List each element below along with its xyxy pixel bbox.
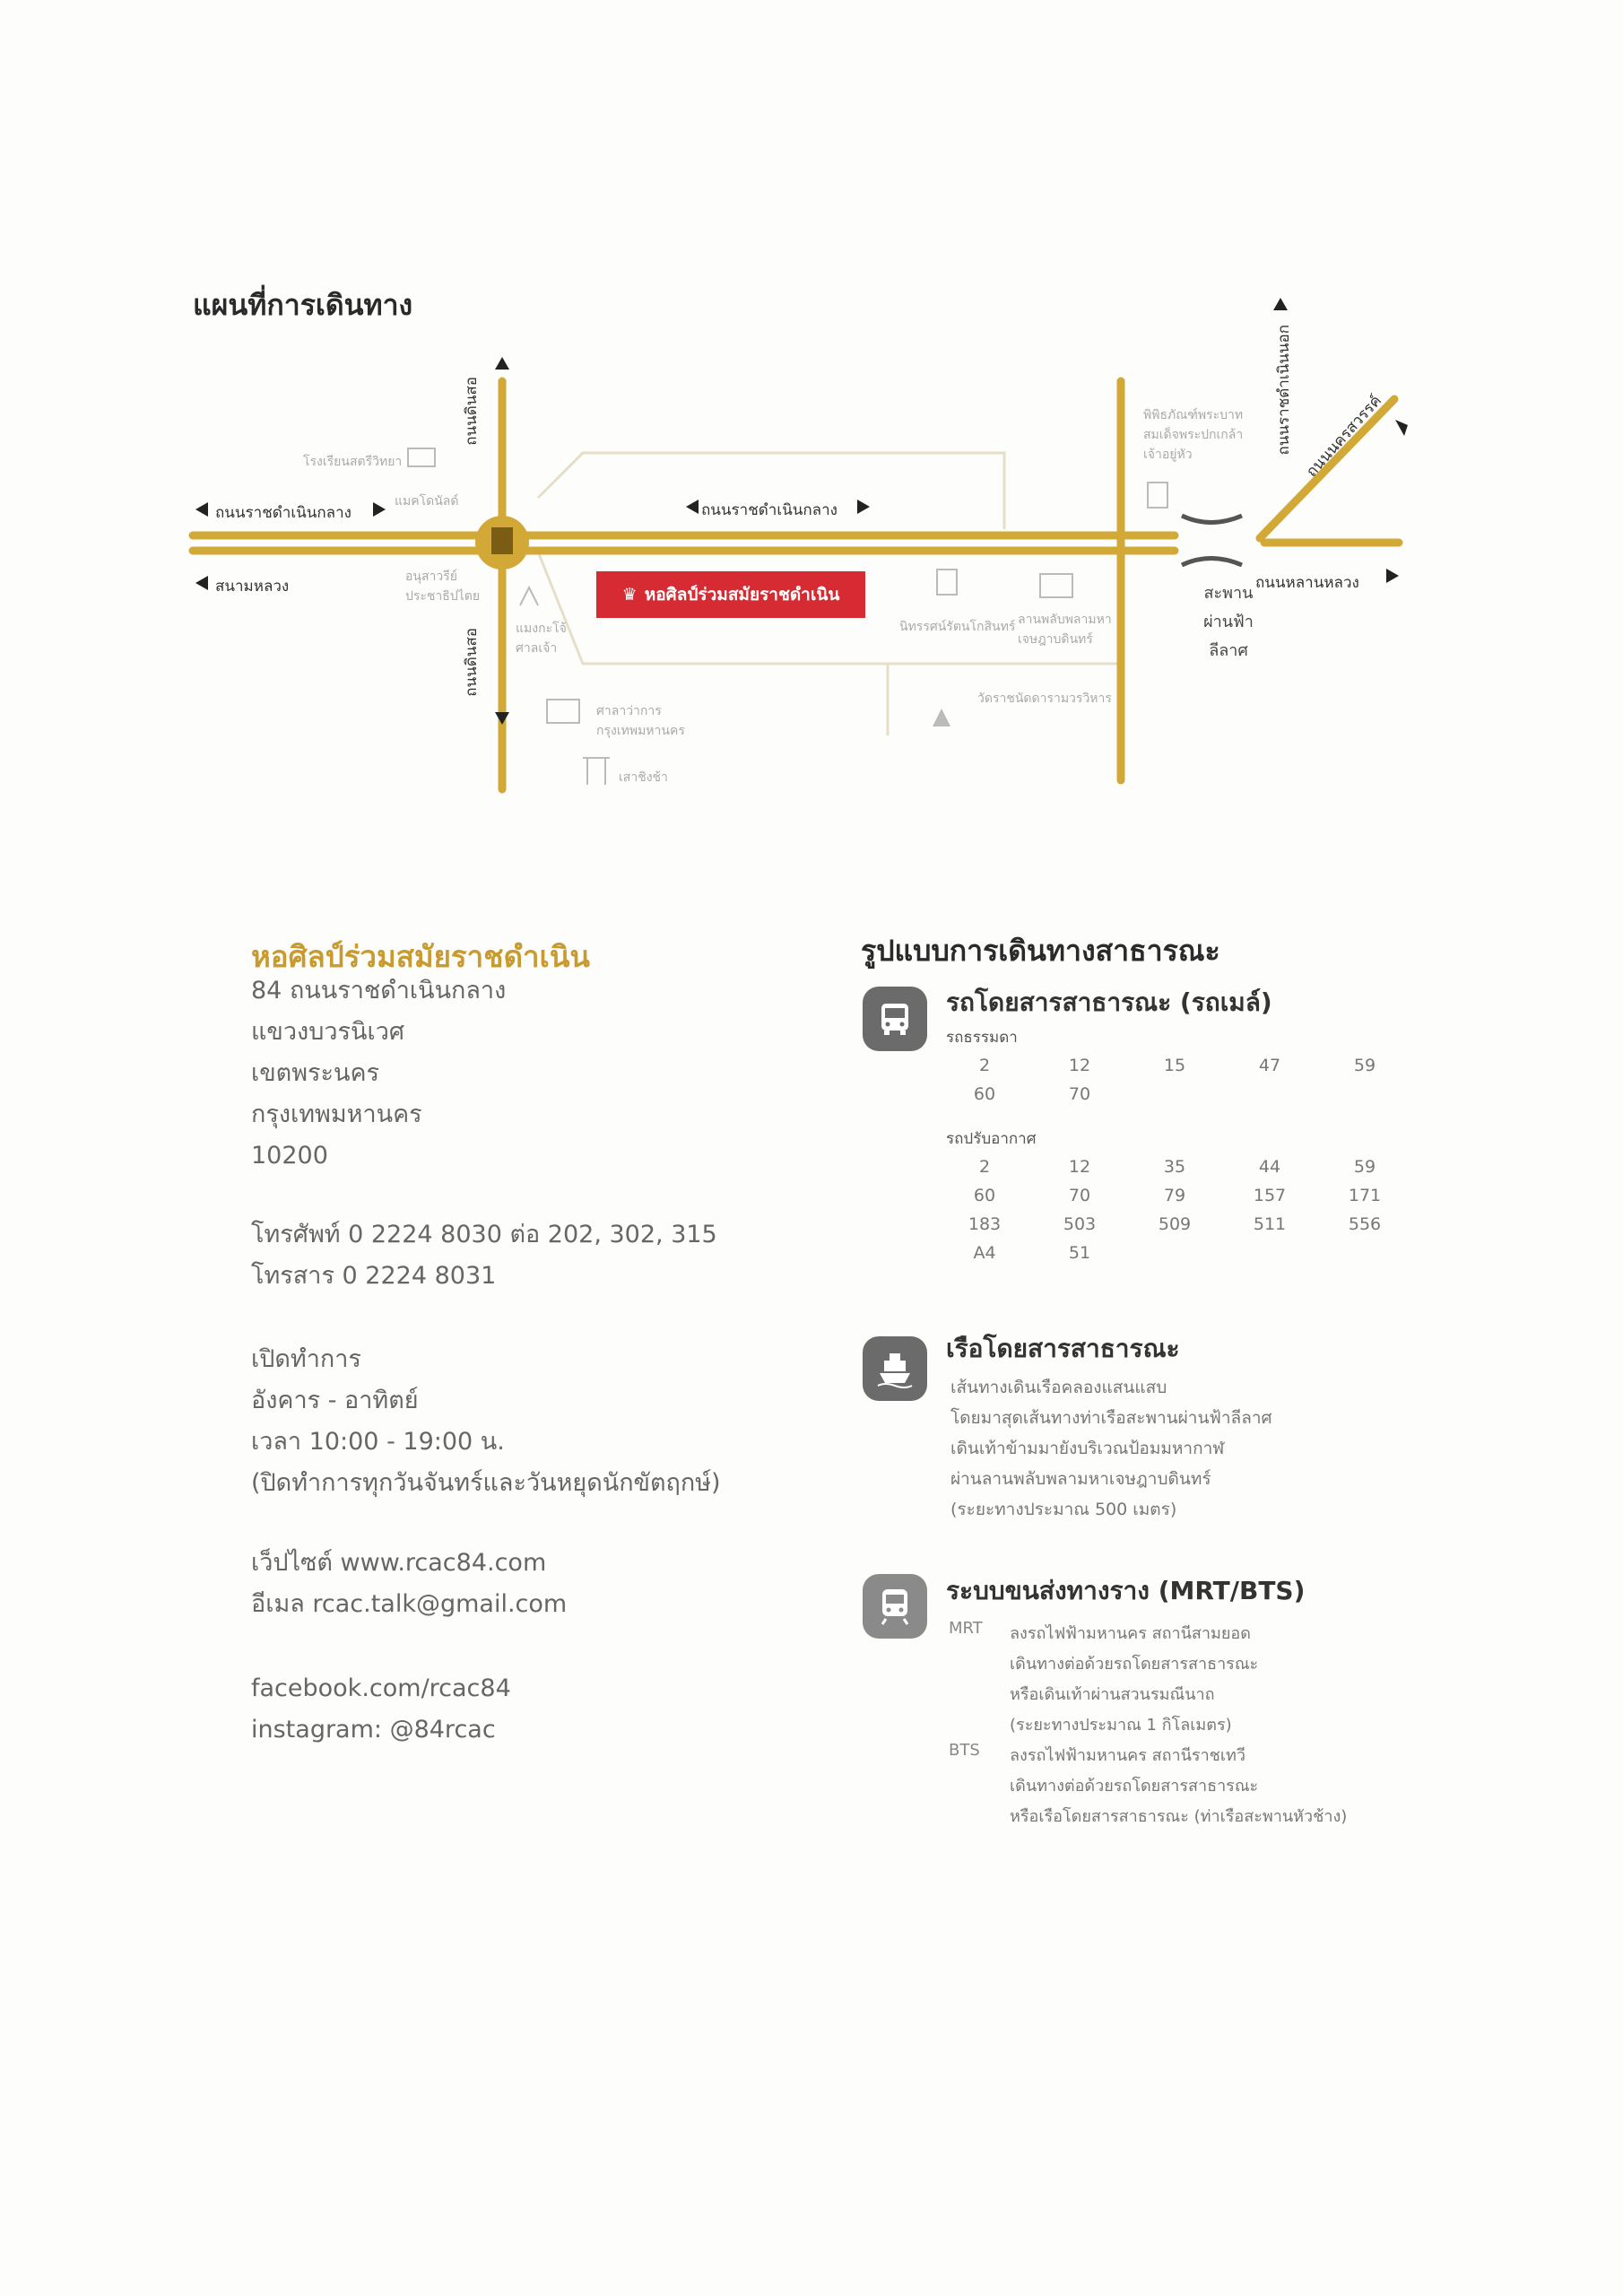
boat-line: เส้นทางเดินเรือคลองแสนแสบ [950,1378,1167,1397]
hours-line: เปิดทำการ [251,1345,361,1373]
landmark-label: ลานพลับพลามหาเจษฎาบดินทร์ [1018,613,1112,647]
address-line: แขวงบวรนิเวศ [251,1018,404,1046]
regular-bus-list [937,1056,1412,1104]
bus-icon [863,987,927,1051]
landmark-label: ศาลาว่าการกรุงเทพมหานคร [596,704,685,738]
landmark-label: วัดราชนัดดารามวรวิหาร [977,691,1112,706]
instagram-link[interactable]: instagram: @84rcac [251,1716,496,1744]
bus-number: 2 [978,1157,991,1177]
bus-number: 60 [973,1084,996,1104]
bus-number: 44 [1258,1157,1281,1177]
address-block [251,970,506,1177]
address-line: กรุงเทพมหานคร [251,1100,422,1128]
road-label-ratchadamnoen-nok: ถนนราชดำเนินนอก [1275,325,1293,456]
bus-number: 60 [973,1186,996,1205]
bts-line: ลงรถไฟฟ้ามหานคร สถานีราชเทวี [1010,1746,1246,1765]
train-icon [863,1574,927,1639]
bridge-label: สะพาน ผ่านฟ้า ลีลาศ [1203,584,1254,660]
boat-line: โดยมาสุดเส้นทางท่าเรือสะพานผ่านฟ้าลีลาศ [950,1408,1272,1428]
venue-name: หอศิลป์ร่วมสมัยราชดำเนิน [251,939,590,974]
bus-number: 509 [1158,1214,1192,1234]
bus-number: 15 [1163,1056,1186,1075]
road-label-ratchadamnoen-klang-mid: ถนนราชดำเนินกลาง [701,501,838,519]
ac-bus-list [937,1157,1412,1263]
bus-number: 59 [1353,1157,1376,1177]
bus-number: 79 [1163,1186,1186,1205]
landmark-label: แมงกะโจ้ ศาลเจ้า [516,622,567,656]
web-block [251,1543,567,1625]
email-link[interactable]: อีเมล rcac.talk@gmail.com [251,1590,568,1618]
boat-line: (ระยะทางประมาณ 500 เมตร) [950,1500,1177,1519]
fax-number: โทรสาร 0 2224 8031 [251,1262,497,1290]
route-map [0,0,1623,852]
boat-line: ผ่านลานพลับพลามหาเจษฎาบดินทร์ [950,1469,1211,1489]
regular-bus-label: รถธรรมดา [946,1029,1018,1047]
social-block [251,1668,511,1751]
ac-bus-label: รถปรับอากาศ [946,1130,1037,1148]
bts-line: หรือเรือโดยสารสาธารณะ (ท่าเรือสะพานหัวช้าง) [1010,1807,1348,1826]
address-line: เขตพระนคร [251,1059,380,1087]
mrt-line: หรือเดินเท้าผ่านสวนรมณีนาถ [1010,1685,1215,1704]
transport-title: รูปแบบการเดินทางสาธารณะ [861,934,1220,968]
bus-number: A4 [973,1243,996,1263]
landmark-label: แมคโดนัลด์ [395,494,459,509]
bus-number: 556 [1348,1214,1382,1234]
bus-number: 70 [1068,1084,1091,1104]
bus-number: 183 [968,1214,1002,1234]
bts-code: BTS [949,1741,980,1760]
boat-heading: เรือโดยสารสาธารณะ [946,1334,1180,1363]
venue-logo-icon: ♛ [621,585,638,604]
bus-number: 171 [1348,1186,1382,1205]
boat-icon [863,1336,927,1401]
bus-number: 2 [978,1056,991,1075]
map-title: แผนที่การเดินทาง [193,288,413,322]
website-link[interactable]: เว็ปไซต์ www.rcac84.com [251,1549,547,1577]
road-label-dinso-top: ถนนดินสอ [463,377,481,446]
mrt-line: เดินทางต่อด้วยรถโดยสารสาธารณะ [1010,1655,1259,1674]
bus-number: 59 [1353,1056,1376,1075]
bus-number: 51 [1068,1243,1091,1263]
boat-line: เดินเท้าข้ามมายังบริเวณป้อมมหากาฬ [950,1439,1225,1458]
rail-directions [949,1619,1347,1832]
road-label-lan-luang: ถนนหลานหลวง [1255,574,1359,592]
road-label-ratchadamnoen-klang-left: ถนนราชดำเนินกลาง [215,504,352,522]
bus-number: 503 [1063,1214,1097,1234]
landmark-label: อนุสาวรีย์ประชาธิปไตย [405,570,481,604]
landmark-label: นิทรรศน์รัตนโกสินทร์ [899,620,1016,634]
bus-number: 12 [1068,1056,1091,1075]
hours-block [251,1339,721,1504]
bus-number: 511 [1253,1214,1287,1234]
mrt-line: ลงรถไฟฟ้ามหานคร สถานีสามยอด [1010,1624,1251,1643]
landmark-label: พิพิธภัณฑ์พระบาทสมเด็จพระปกเกล้าเจ้าอยู่หัว [1143,408,1244,462]
mrt-row [949,1619,1347,1741]
facebook-link[interactable]: facebook.com/rcac84 [251,1674,511,1702]
hours-line: เวลา 10:00 - 19:00 น. [251,1428,505,1456]
phone-number: โทรศัพท์ 0 2224 8030 ต่อ 202, 302, 315 [251,1221,717,1248]
mrt-line: (ระยะทางประมาณ 1 กิโลเมตร) [1010,1716,1232,1735]
rail-heading: ระบบขนส่งทางราง (MRT/BTS) [946,1576,1306,1605]
bus-number: 157 [1253,1186,1287,1205]
road-label-nakhon-sawan: ถนนนครสวรรค์ [1302,392,1385,482]
bts-line: เดินทางต่อด้วยรถโดยสารสาธารณะ [1010,1777,1259,1796]
venue-map-marker [596,571,865,618]
landmark-label: เสาชิงช้า [619,770,668,785]
hours-line: อังคาร - อาทิตย์ [251,1387,419,1414]
venue-map-label: หอศิลป์ร่วมสมัยราชดำเนิน [644,585,840,604]
bts-row [949,1741,1347,1832]
bus-number: 70 [1068,1186,1091,1205]
road-label-dinso-bottom: ถนนดินสอ [463,628,481,697]
bus-number: 12 [1068,1157,1091,1177]
address-line: 84 ถนนราชดำเนินกลาง [251,977,507,1004]
bus-heading: รถโดยสารสาธารณะ (รถเมล์) [946,987,1272,1017]
boat-directions [950,1372,1272,1525]
bus-number: 47 [1258,1056,1281,1075]
landmark-label: โรงเรียนสตรีวิทยา [303,455,403,469]
hours-line: (ปิดทำการทุกวันจันทร์และวันหยุดนักขัตฤกษ์) [251,1469,721,1497]
postal-code: 10200 [251,1142,328,1170]
bus-number: 35 [1163,1157,1186,1177]
mrt-code: MRT [949,1619,983,1638]
road-label-sanam-luang: สนามหลวง [215,578,290,596]
phone-block [251,1214,717,1297]
